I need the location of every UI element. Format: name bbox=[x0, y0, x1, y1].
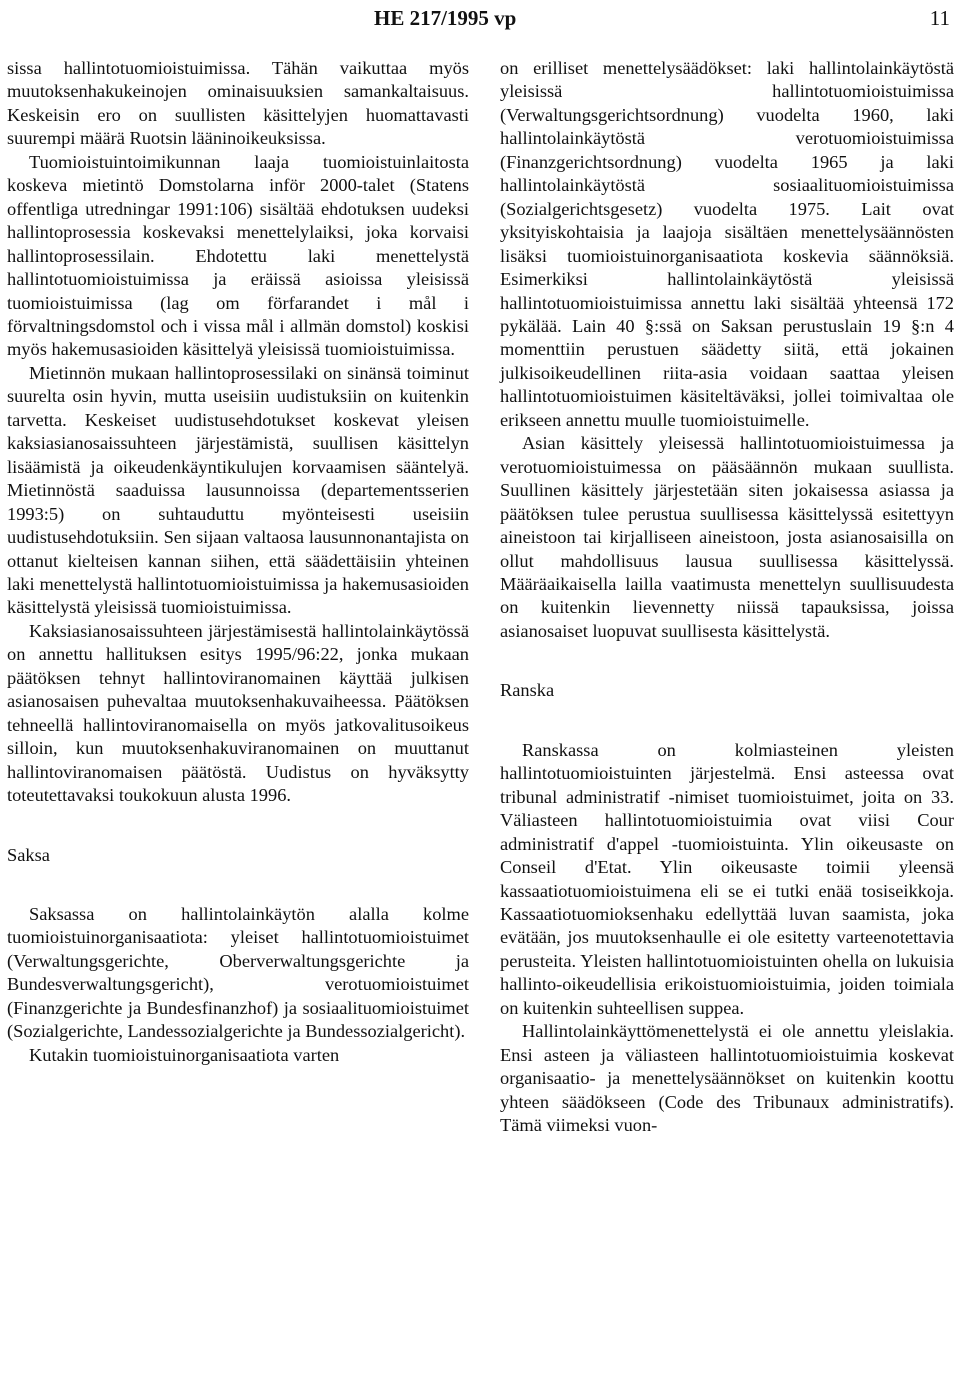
paragraph: Hallintolainkäyttömenettelystä ei ole annettu yleislakia. Ensi asteen ja väliasteen hallintotuomioistuimia koskevat organisaatio- ja menettelysäännökset on kuitenkin koottu yhteen säädökseen (Code des Tribunaux administratifs). Tämä viimeksi vuon- bbox=[500, 1021, 954, 1136]
right-column bbox=[500, 57, 954, 1137]
paragraph: Saksassa on hallintolainkäytön alalla kolme tuomioistuinorganisaatiota: yleiset hallintotuomioistuimet (Verwaltungsgerichte, Oberverwaltungsgerichte ja Bundesverwaltungsgericht), verotuomioistuimet (Finanzgerichte ja Bundesfinanzhof) ja sosiaalituomioistuimet (Sozialgerichte, Landessozialgerichte ja Bundessozialgericht). bbox=[7, 903, 469, 1042]
left-column bbox=[7, 57, 469, 1067]
page-header bbox=[0, 6, 960, 32]
paragraph: Kutakin tuomioistuinorganisaatiota varten bbox=[29, 1044, 340, 1065]
paragraph: Kaksiasianosaissuhteen järjestämisestä hallintolainkäytössä on annettu hallituksen esitys 1995/96:22, jonka mukaan päätöksen tehnyt hallintoviranomainen käyttää julkisen asianosaisen puhevaltaa muutoksenhakuvaiheessa. Päätöksen tehneellä hallintoviranomaisella on myös jatkovalitusoikeus silloin, kun muutoksenhakuviranomainen on muuttanut hallintoviranomaisen päätöstä. Uudistus on hyväksytty toteutettavaksi toukokuun alusta 1996. bbox=[7, 620, 469, 806]
section-heading-ranska: Ranska bbox=[500, 680, 555, 701]
paragraph: Asian käsittely yleisessä hallintotuomioistuimessa ja verotuomioistuimessa on pääsäännön mukaan suullista. Suullinen käsittely järjestetään siten jokaisessa asiassa ja päätöksen tulee perustua suullisessa käsittelyssä esitettyyn aineistoon tai kirjalliseen aineistoon, josta asianosaisilla on ollut mahdollisuus lausua suullisessa käsittelyssä. Määräaikaisella lailla vaatimusta menettelyn suullisuudesta on kuitenkin lievennetty niissä tapauksissa, joissa asianosaiset luopuvat suullisesta käsittelystä. bbox=[500, 433, 954, 641]
paragraph: Mietinnön mukaan hallintoprosessilaki on sinänsä toiminut suurelta osin hyvin, mutta useisiin uudistuksiin on kuitenkin tarvetta. Keskeiset uudistusehdotukset koskevat yleisen kaksiasianosaissuhteen järjestämistä, suullisen käsittelyn lisäämistä ja oikeudenkäyntikulujen korvaamisen sääntelyä. Mietinnöstä saaduissa lausunnoissa (departementsserien 1993:5) on suhtauduttu myönteisesti useisiin uudistusehdotuksiin. Sen sijaan valtaosa lausunnonantajista on ottanut kielteisen kannan siihen, että säädettäisiin yhteinen laki menettelystä hallintotuomioistuimissa ja hakemusasioiden käsittelystä yleisissä tuomioistuimissa. bbox=[7, 362, 469, 618]
page-number: 11 bbox=[929, 6, 950, 30]
paragraph: on erilliset menettelysäädökset: laki hallintolainkäytöstä yleisissä hallintotuomioistuimissa (Verwaltungsgerichtsordnung) vuodelta 1960, laki hallintolainkäytöstä verotuomioistuimissa (Finanzgerichtsordnung) vuodelta 1965 ja laki hallintolainkäytöstä sosiaalituomioistuimissa (Sozialgerichtsgesetz) vuodelta 1975. Lait ovat yksityiskohtaisia ja laajoja sisältäen menettelysäännösten lisäksi tuomioistuinorganisaatiota koskevia säännöksiä. Esimerkiksi hallintolainkäytöstä yleisissä hallintotuomioistuimissa annettu laki sisältää yhteensä 172 pykälää. Lain 40 §:ssä on Saksan perustuslain 19 §:n 4 momenttiin perustuen säädetty siitä, että jokainen julkisoikeudellinen riita-asia voidaan saattaa yleisen hallintotuomioistuimen käsiteltäväksi, jollei toimivaltaa ole erikseen annettu muulle tuomioistuimelle. bbox=[500, 58, 954, 430]
section-heading-saksa: Saksa bbox=[7, 844, 50, 865]
document-id: HE 217/1995 vp bbox=[374, 6, 517, 30]
paragraph: Ranskassa on kolmiasteinen yleisten hallintotuomioistuinten järjestelmä. Ensi asteessa ovat tribunal administratif -nimiset tuomioistuimet, joita on 33. Väliasteen hallintotuomioistuimia ovat viisi Cour administratif d'appel -tuomioistuinta. Ylin oikeusaste on Conseil d'Etat. Ylin oikeusaste toimii yleensä kassaatiotuomioistuimena eli se ei tutki enää tosiseikkoja. Kassaatiotuomioksenhaku edellyttää luvan saamista, joka evätään, jos muutoksenhaulle ei ole esitetty varteenotettavia perusteita. Yleisten hallintotuomioistuinten ohella on lukuisia hallinto-oikeudellisia erikoistuomioistuimia, joiden toimiala on kuitenkin suhteellisen suppea. bbox=[500, 739, 954, 1018]
paragraph: sissa hallintotuomioistuimissa. Tähän vaikuttaa myös muutoksenhakukeinojen ominaisuuksien samankaltaisuus. Keskeisin ero on suullisten käsittelyjen huomattavasti suurempi määrä Ruotsin lääninoikeuksissa. bbox=[7, 58, 469, 149]
paragraph: Tuomioistuintoimikunnan laaja tuomioistuinlaitosta koskeva mietintö Domstolarna inför 2000-talet (Statens offentliga utredningar 1991:106) sisältää ehdotuksen uudeksi hallintoprosessia koskevaksi menettelylaiksi, joka korvaisi hallintoprosessilain. Ehdotettu laki menettelystä hallintotuomioistuimissa ja eräissä asioissa yleisissä tuomioistuimissa (lag om förfarandet i mål i förvaltningsdomstol och i vissa mål i allmän domstol) koskisi myös hakemusasioiden käsittelyä yleisissä tuomioistuimissa. bbox=[7, 151, 469, 360]
